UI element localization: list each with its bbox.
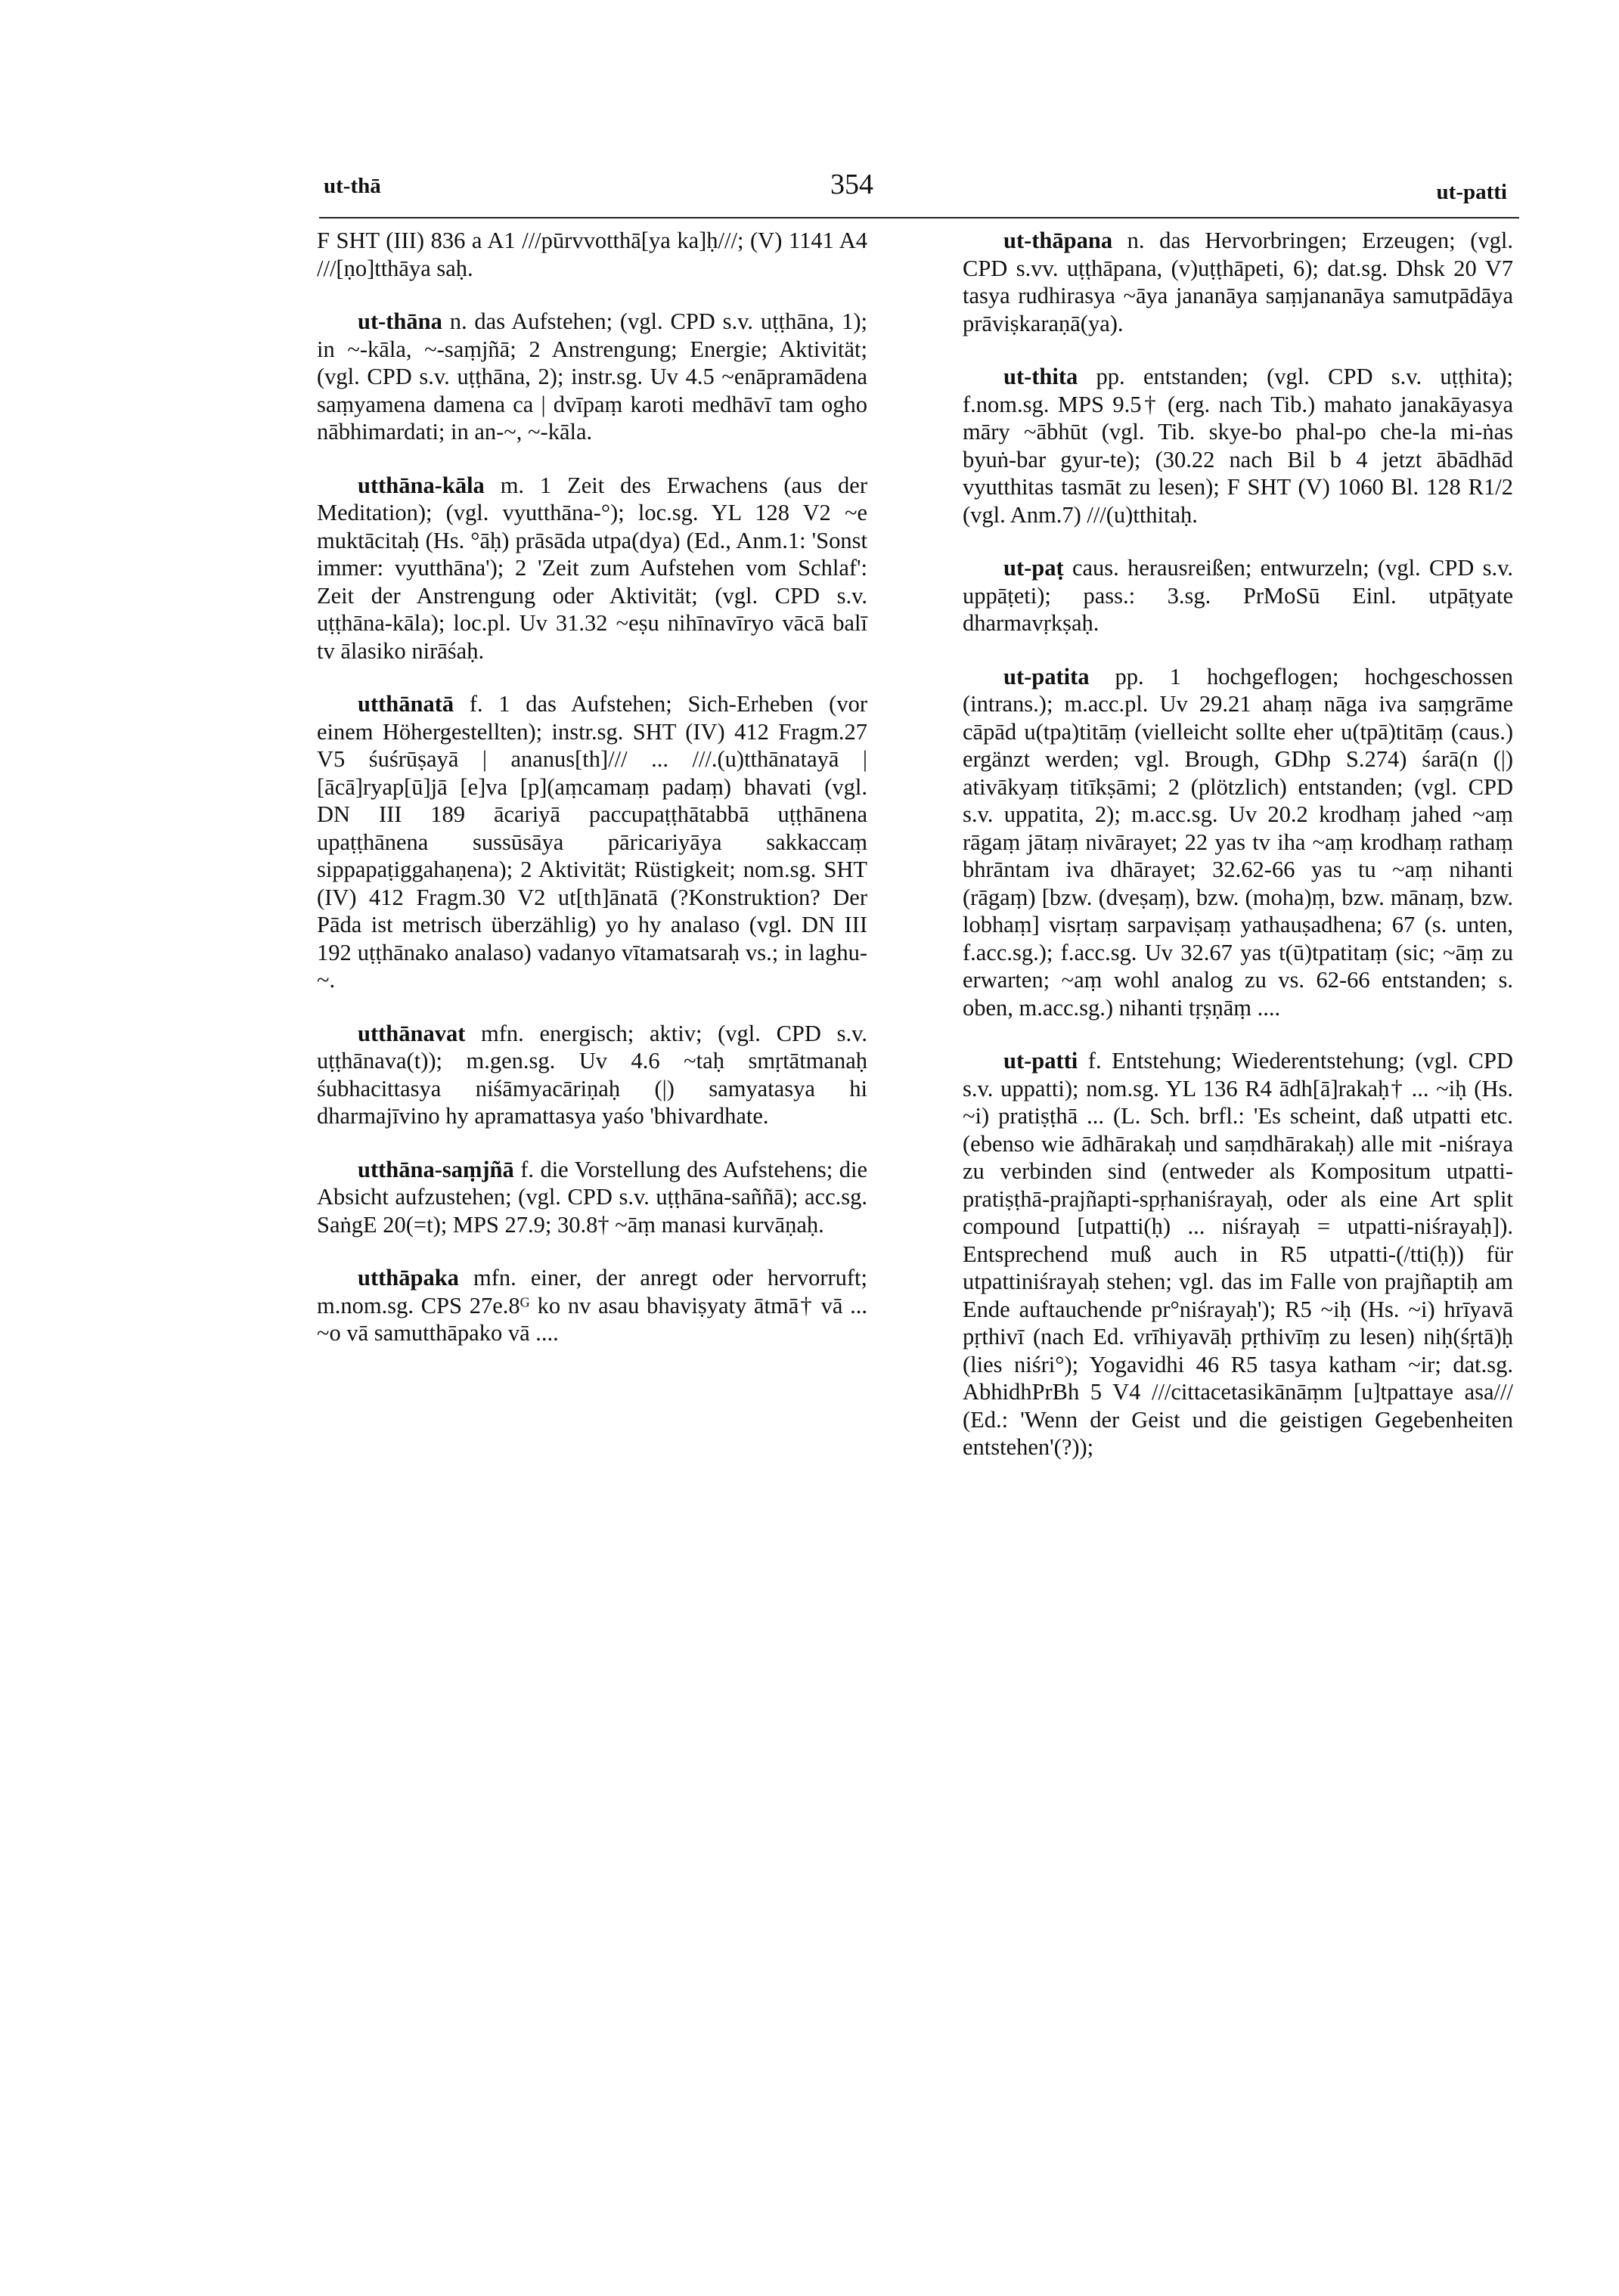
entry-text: pp. 1 hochgeflogen; hochgeschossen (intrans.); m.acc.pl. Uv 29.21 ahaṃ nāga iva saṃgrāme cāpād u(tpa)titāṃ (vielleicht sollte eher u(tpā)titāṃ (caus.) ergänzt werden; vgl. Brough, GDhp S.274) śarā(n (|) ativākyaṃ titīkṣāmi; 2 (plötzlich) entstanden; (vgl. CPD s.v. uppatita, 2); m.acc.sg. Uv 20.2 krodhaṃ jahed ~aṃ rāgaṃ jātaṃ nivārayet; 22 yas tv iha ~aṃ krodhaṃ rathaṃ bhrāntam iva dhārayet; 32.62-66 yas tu ~aṃ nihanti (rāgaṃ) [bzw. (dveṣaṃ), bzw. (moha)ṃ, bzw. mānaṃ, bzw. lobhaṃ] visṛtaṃ sarpaviṣaṃ yathauṣadhena; 67 (s. unten, f.acc.sg.); f.acc.sg. Uv 32.67 yas t(ū)tpatitaṃ (sic; ~āṃ zu erwarten; ~aṃ wohl analog zu vs. 62-66 entstanden; s. oben, m.acc.sg.) nihanti tṛṣṇāṃ ....: [963, 663, 1513, 1021]
entry-headword: ut-thāpana: [1003, 228, 1113, 253]
entry-text: n. das Hervorbringen; Erzeugen; (vgl. CPD s.vv. uṭṭhāpana, (v)uṭṭhāpeti, 6); dat.sg. Dhsk 20 V7 tasya rudhirasya ~āya jananāya saṃjananāya samutpādāya prāviṣkaraṇā(ya).: [963, 228, 1513, 336]
entry-text: f. Entstehung; Wiederentstehung; (vgl. CPD s.v. uppatti); nom.sg. YL 136 R4 ādh[ā]rakaḥ† ... ~iḥ (Hs. ~i) pratiṣṭhā ... (L. Sch. brfl.: 'Es scheint, daß utpatti etc. (ebenso wie ādhārakaḥ und saṃdhārakaḥ) alle mit -niśraya zu verbinden sind (entweder als Kompositum utpatti-pratiṣṭhā-prajñapti-spṛhaniśrayaḥ, oder als eine Art split compound [utpatti(ḥ) ... niśrayaḥ = utpatti-niśrayaḥ]). Entsprechend muß auch in R5 utpatti-(/tti(ḥ)) für utpattiniśrayaḥ stehen; vgl. das im Falle von prajñaptiḥ am Ende auftauchende pr°niśrayaḥ'); R5 ~iḥ (Hs. ~i) hrīyavā pṛthivī (nach Ed. vrīhiyavāḥ pṛthivīṃ zu lesen) niḥ(śṛtā)ḥ (lies niśri°); Yogavidhi 46 R5 tasya katham ~ir; dat.sg. AbhidhPrBh 5 V4 ///cittacetasikānāṃm [u]tpattaye asa/// (Ed.: 'Wenn der Geist und die geistigen Gegebenheiten entstehen'(?));: [963, 1048, 1513, 1460]
entry: [317, 690, 867, 994]
entry-headword: ut-thāna: [358, 308, 442, 334]
entry-text: pp. entstanden; (vgl. CPD s.v. uṭṭhita); f.nom.sg. MPS 9.5† (erg. nach Tib.) mahato janakāyasya māry ~ābhūt (vgl. Tib. skye-bo phal-po che-la mi-ṅas byuṅ-bar gyur-te); (30.22 nach Bil b 4 jetzt ābādhād vyutthitas tasmāt zu lesen); F SHT (V) 1060 Bl. 128 R1/2 (vgl. Anm.7) ///(u)tthitaḥ.: [963, 364, 1513, 528]
entry: [963, 554, 1513, 637]
entry-text: F SHT (III) 836 a A1 ///pūrvvotthā[ya ka]ḥ///; (V) 1141 A4 ///[ṇo]tthāya saḥ.: [317, 228, 867, 281]
right-column: [963, 227, 1513, 1487]
entry: [963, 663, 1513, 1022]
left-guide-word: ut-thā: [324, 174, 381, 198]
entry-text: f. die Vorstellung des Aufstehens; die Absicht aufzustehen; (vgl. CPD s.v. uṭṭhāna-saññā); acc.sg. SaṅgE 20(=t); MPS 27.9; 30.8† ~āṃ manasi kurvāṇaḥ.: [317, 1156, 867, 1238]
entry: [317, 308, 867, 446]
header-rule: [319, 217, 1519, 218]
entry-text: n. das Aufstehen; (vgl. CPD s.v. uṭṭhāna, 1); in ~-kāla, ~-saṃjñā; 2 Anstrengung; Energie; Aktivität; (vgl. CPD s.v. uṭṭhāna, 2); instr.sg. Uv 4.5 ~enāpramādena saṃyamena damena ca | dvīpaṃ karoti medhāvī tam ogho nābhimardati; in an-~, ~-kāla.: [317, 308, 867, 445]
entry-headword: ut-patita: [1003, 663, 1090, 689]
entry-headword: ut-paṭ: [1003, 555, 1064, 581]
entry-headword: ut-patti: [1003, 1048, 1078, 1074]
entry: [317, 1156, 867, 1239]
entry-headword: utthāna-saṃjñā: [358, 1156, 514, 1182]
entry-headword: utthānatā: [358, 691, 454, 717]
left-column: [317, 227, 867, 1373]
entry-headword: utthāpaka: [358, 1265, 459, 1291]
entry: [963, 363, 1513, 528]
entry-text: mfn. einer, der anregt oder hervorruft; m.nom.sg. CPS 27e.8ᴳ ko nv asau bhaviṣyaty ātmā† vā ... ~o vā samutthāpako vā ....: [317, 1265, 867, 1346]
entry-text: caus. herausreißen; entwurzeln; (vgl. CPD s.v. uppāṭeti); pass.: 3.sg. PrMoSū Einl. utpāṭyate dharmavṛkṣaḥ.: [963, 555, 1513, 636]
entry-text: m. 1 Zeit des Erwachens (aus der Meditation); (vgl. vyutthāna-°); loc.sg. YL 128 V2 ~e muktācitaḥ (Hs. °āḥ) prāsāda utpa(dya) (Ed., Anm.1: 'Sonst immer: vyutthāna'); 2 'Zeit zum Aufstehen vom Schlaf': Zeit der Anstrengung oder Aktivität; (vgl. CPD s.v. uṭṭhāna-kāla); loc.pl. Uv 31.32 ~eṣu nihīnavīryo vācā balī tv ālasiko nirāśaḥ.: [317, 472, 867, 664]
entry: [963, 1047, 1513, 1461]
right-guide-word: ut-patti: [1436, 180, 1507, 204]
entry-headword: utthāna-kāla: [358, 472, 485, 498]
page-number: 354: [830, 169, 873, 200]
entry-headword: ut-thita: [1003, 364, 1078, 389]
entry-text: f. 1 das Aufstehen; Sich-Erheben (vor einem Höhergestellten); instr.sg. SHT (IV) 412 Fragm.27 V5 śuśrūṣayā | ananus[th]/// ... ///.(u)tthānatayā | [ācā]ryap[ū]jā [e]va [p](aṃcamaṃ padaṃ) bhavati (vgl. DN III 189 ācariyā paccupaṭṭhātabbā uṭṭhānena upaṭṭhānena sussūsāya pāricariyāya sakkaccaṃ sippapaṭiggahaṇena); 2 Aktivität; Rüstigkeit; nom.sg. SHT (IV) 412 Fragm.30 V2 ut[th]ānatā (?Konstruktion? Der Pāda ist metrisch überzählig) yo hy analaso (vgl. DN III 192 uṭṭhānako analaso) vadanyo vītamatsaraḥ vs.; in laghu-~.: [317, 691, 867, 993]
entry-text: mfn. energisch; aktiv; (vgl. CPD s.v. uṭṭhānava(t)); m.gen.sg. Uv 4.6 ~taḥ smṛtātmanaḥ śubhacittasya niśāmyacāriṇaḥ (|) samyatasya hi dharmajīvino hy apramattasya yaśo 'bhivardhate.: [317, 1020, 867, 1129]
entry: [317, 472, 867, 665]
entry: [317, 227, 867, 282]
entry: [963, 227, 1513, 337]
entry: [317, 1264, 867, 1347]
entry-headword: utthānavat: [358, 1020, 466, 1046]
entry: [317, 1020, 867, 1130]
